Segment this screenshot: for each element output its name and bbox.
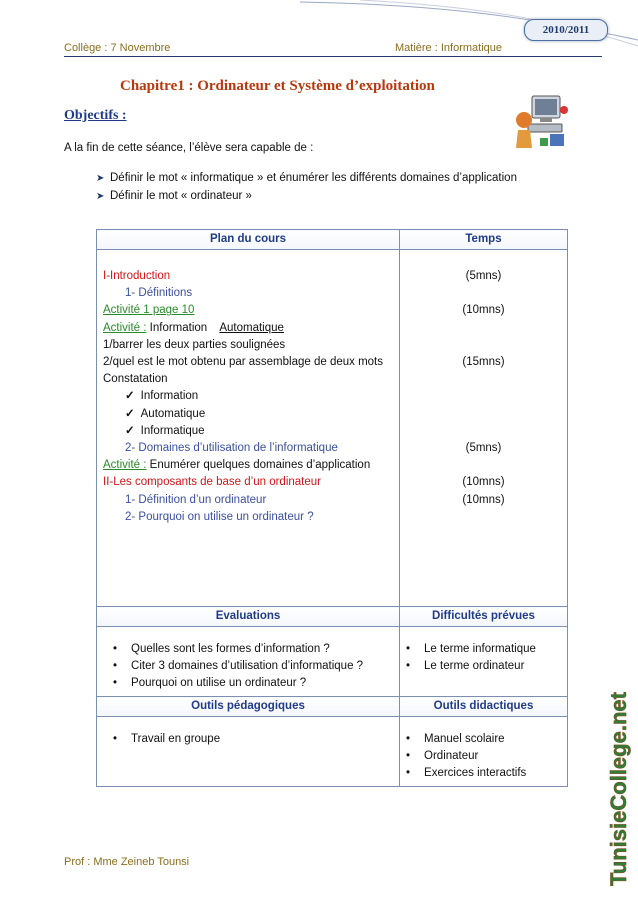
list-item: • Pourquoi on utilise un ordinateur ? bbox=[113, 675, 393, 692]
teacher-name: Prof : Mme Zeineb Tounsi bbox=[64, 856, 190, 868]
check-item: ✓ Information bbox=[103, 388, 393, 405]
objectives-heading: Objectifs : bbox=[64, 108, 127, 123]
svg-text:TunisieCollege.net: TunisieCollege.net bbox=[606, 692, 631, 886]
header-rule bbox=[64, 56, 602, 57]
arrow-bullet-icon: ➤ bbox=[96, 191, 105, 202]
list-item: • Ordinateur bbox=[406, 748, 561, 765]
plan-content: I-Introduction 1- Définitions Activité 1 page 10 Activité : Information Automatique 1/barrer les deux parties soulignées 2/quel est le mot obtenu par assemblage de deux mots Constatation ✓ Information ✓ Automatique ✓ Informatique 2- Domaines d’utilisation de l’informatique Activité : Enumérer quelques domaines d’application II-Les composants de base d’un ordinateur 1- Définition d’un ordinateur 2- Pourquoi on utilise un ordinateur ? bbox=[97, 250, 400, 607]
list-item: • Le terme informatique bbox=[406, 641, 561, 658]
computer-illustration-icon bbox=[510, 90, 570, 152]
time-content: (5mns) (10mns) (15mns) (5mns) (10mns) (10mns) bbox=[400, 250, 568, 607]
difficulties-header: Difficultés prévues bbox=[400, 607, 568, 627]
list-item: • Quelles sont les formes d’information ? bbox=[113, 641, 393, 658]
list-item: • Citer 3 domaines d’utilisation d’informatique ? bbox=[113, 658, 393, 675]
site-logo bbox=[598, 690, 636, 890]
plan-header: Plan du cours bbox=[97, 230, 400, 250]
evaluations-header: Evaluations bbox=[97, 607, 400, 627]
didactic-tools-header: Outils didactiques bbox=[400, 697, 568, 717]
difficulties-list bbox=[400, 627, 568, 697]
objective-item: ➤ Définir le mot « informatique » et énumérer les différents domaines d’application bbox=[96, 172, 517, 184]
check-item: ✓ Informatique bbox=[103, 423, 393, 440]
list-item: • Le terme ordinateur bbox=[406, 658, 561, 675]
didactic-tools-list bbox=[400, 717, 568, 787]
objective-item: ➤ Définir le mot « ordinateur » bbox=[96, 190, 252, 202]
list-item: • Exercices interactifs bbox=[406, 765, 561, 782]
evaluations-list bbox=[97, 627, 400, 697]
lesson-table bbox=[96, 229, 568, 787]
time-header: Temps bbox=[400, 230, 568, 250]
subject-name: Matière : Informatique bbox=[395, 42, 502, 54]
arrow-bullet-icon: ➤ bbox=[96, 173, 105, 184]
pedagogic-tools-header: Outils pédagogiques bbox=[97, 697, 400, 717]
chapter-title: Chapitre1 : Ordinateur et Système d’exploitation bbox=[120, 78, 435, 94]
list-item: • Travail en groupe bbox=[113, 731, 393, 748]
check-item: ✓ Automatique bbox=[103, 406, 393, 423]
objectives-intro: A la fin de cette séance, l’élève sera capable de : bbox=[64, 142, 314, 154]
pedagogic-tools-list bbox=[97, 717, 400, 787]
school-name: Collège : 7 Novembre bbox=[64, 42, 171, 54]
school-year-badge: 2010/2011 bbox=[524, 19, 608, 41]
list-item: • Manuel scolaire bbox=[406, 731, 561, 748]
